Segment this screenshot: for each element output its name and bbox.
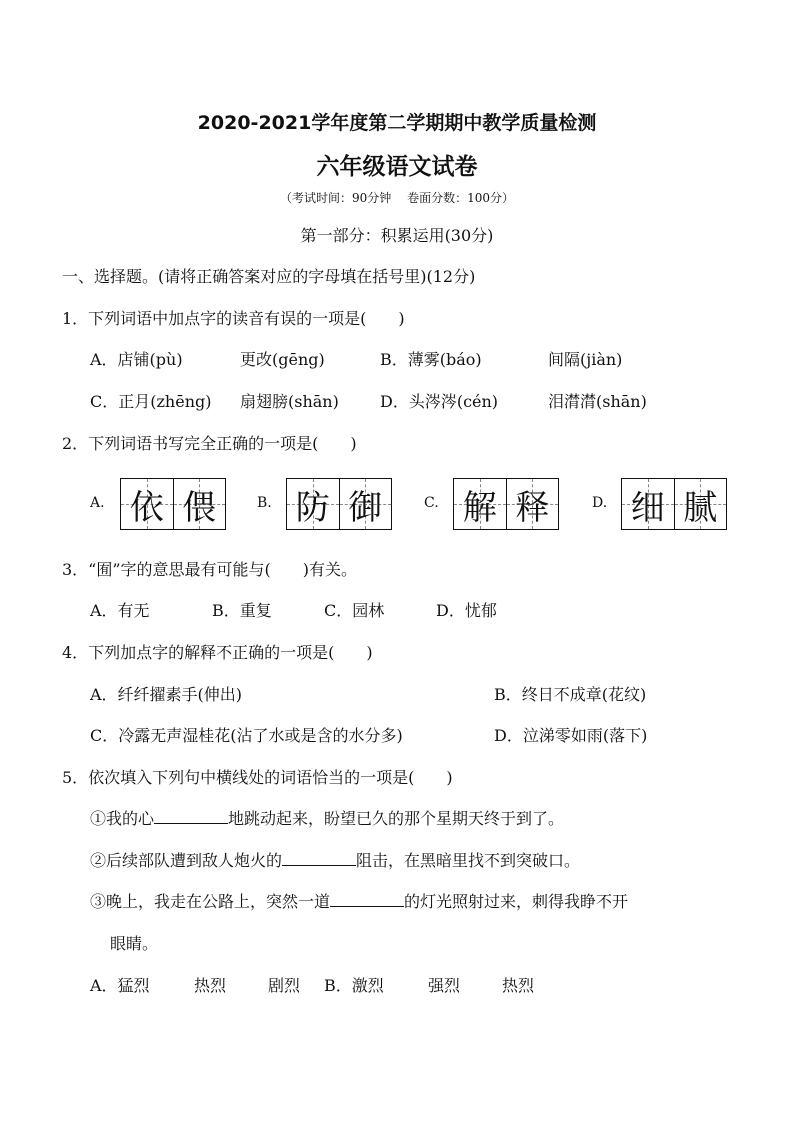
q1-option: D．头涔涔(cén) bbox=[380, 392, 499, 411]
q3-option: C．园林 bbox=[324, 601, 385, 620]
q5-s3-start: ③晚上，我走在公路上，突然一道 bbox=[90, 892, 331, 911]
q1-option: 扇翅膀(shān) bbox=[240, 392, 339, 411]
tianzige-char: 释 bbox=[515, 487, 550, 528]
q5-s1-start: ①我的心 bbox=[90, 809, 155, 828]
q4-stem: 4．下列加点字的解释不正确的一项是( ) bbox=[62, 643, 373, 662]
fill-blank[interactable] bbox=[154, 809, 228, 824]
q5-sentence-3 bbox=[90, 889, 628, 912]
q5-s2-start: ②后续部队遭到敌人炮火的 bbox=[90, 851, 283, 870]
tianzige-b bbox=[286, 478, 392, 530]
tianzige-c bbox=[453, 478, 559, 530]
q4-option: B．终日不成章(花纹) bbox=[494, 685, 647, 704]
q1-option: 间隔(jiàn) bbox=[548, 350, 623, 369]
q1-option: C．正月(zhēng) bbox=[90, 392, 212, 411]
q4-option: D．泣涕零如雨(落下) bbox=[494, 726, 648, 745]
part-heading: 第一部分：积累运用(30分) bbox=[300, 226, 494, 245]
q5-s1-end: 地跳动起来，盼望已久的那个星期天终于到了。 bbox=[228, 809, 565, 828]
q3-option: B．重复 bbox=[212, 601, 272, 620]
q2-label-a: A. bbox=[90, 495, 105, 511]
q5-sentence-1 bbox=[90, 806, 564, 829]
fill-blank[interactable] bbox=[282, 851, 356, 866]
q1-stem: 1．下列词语中加点字的读音有误的一项是( ) bbox=[62, 309, 405, 328]
q4-option: C．冷露无声湿桂花(沾了水或是含的水分多) bbox=[90, 726, 403, 745]
q5-s2-end: 阻击，在黑暗里找不到突破口。 bbox=[356, 851, 581, 870]
tianzige-char: 细 bbox=[630, 487, 665, 528]
q1-option: A．店铺(pù) bbox=[90, 350, 183, 369]
q5-sentence-2 bbox=[90, 848, 580, 871]
q1-option: 泪潸潸(shān) bbox=[548, 392, 647, 411]
q2-label-b: B. bbox=[257, 495, 272, 511]
q5-s3-end: 的灯光照射过来，刺得我睁不开 bbox=[404, 892, 629, 911]
tianzige-char: 御 bbox=[348, 487, 383, 528]
fill-blank[interactable] bbox=[330, 892, 404, 907]
tianzige-char: 防 bbox=[295, 487, 330, 528]
q3-option: A．有无 bbox=[90, 601, 150, 620]
q5-option-word: 强烈 bbox=[428, 976, 461, 995]
q1-option: B．薄雾(báo) bbox=[380, 350, 482, 369]
tianzige-d bbox=[621, 478, 727, 530]
q2-label-c: C. bbox=[424, 495, 439, 511]
q5-sentence-3-cont: 眼睛。 bbox=[110, 934, 159, 953]
q5-option: B．激烈 bbox=[324, 976, 384, 995]
tianzige-char: 解 bbox=[462, 487, 497, 528]
q5-option: A．猛烈 bbox=[90, 976, 150, 995]
tianzige-char: 腻 bbox=[683, 487, 718, 528]
q4-option: A．纤纤擢素手(伸出) bbox=[90, 685, 243, 704]
q5-stem: 5．依次填入下列句中横线处的词语恰当的一项是( ) bbox=[62, 768, 453, 787]
section-heading: 一、选择题。(请将正确答案对应的字母填在括号里)(12分) bbox=[62, 267, 476, 286]
q2-label-d: D. bbox=[592, 495, 608, 511]
tianzige-char: 依 bbox=[129, 487, 164, 528]
q2-stem: 2．下列词语书写完全正确的一项是( ) bbox=[62, 434, 357, 453]
q5-option-word: 热烈 bbox=[194, 976, 227, 995]
tianzige-char: 偎 bbox=[182, 487, 217, 528]
q5-option-word: 热烈 bbox=[502, 976, 535, 995]
tianzige-a bbox=[120, 478, 226, 530]
exam-title: 2020-2021学年度第二学期期中教学质量检测 bbox=[197, 112, 597, 134]
subject-title: 六年级语文试卷 bbox=[316, 154, 478, 180]
exam-info: （考试时间：90分钟 卷面分数：100分） bbox=[280, 191, 514, 205]
q3-stem: 3．“囿”字的意思最有可能与( )有关。 bbox=[62, 560, 358, 579]
q5-option-word: 剧烈 bbox=[268, 976, 301, 995]
q1-option: 更改(gēng) bbox=[240, 350, 325, 369]
q3-option: D．忧郁 bbox=[436, 601, 497, 620]
